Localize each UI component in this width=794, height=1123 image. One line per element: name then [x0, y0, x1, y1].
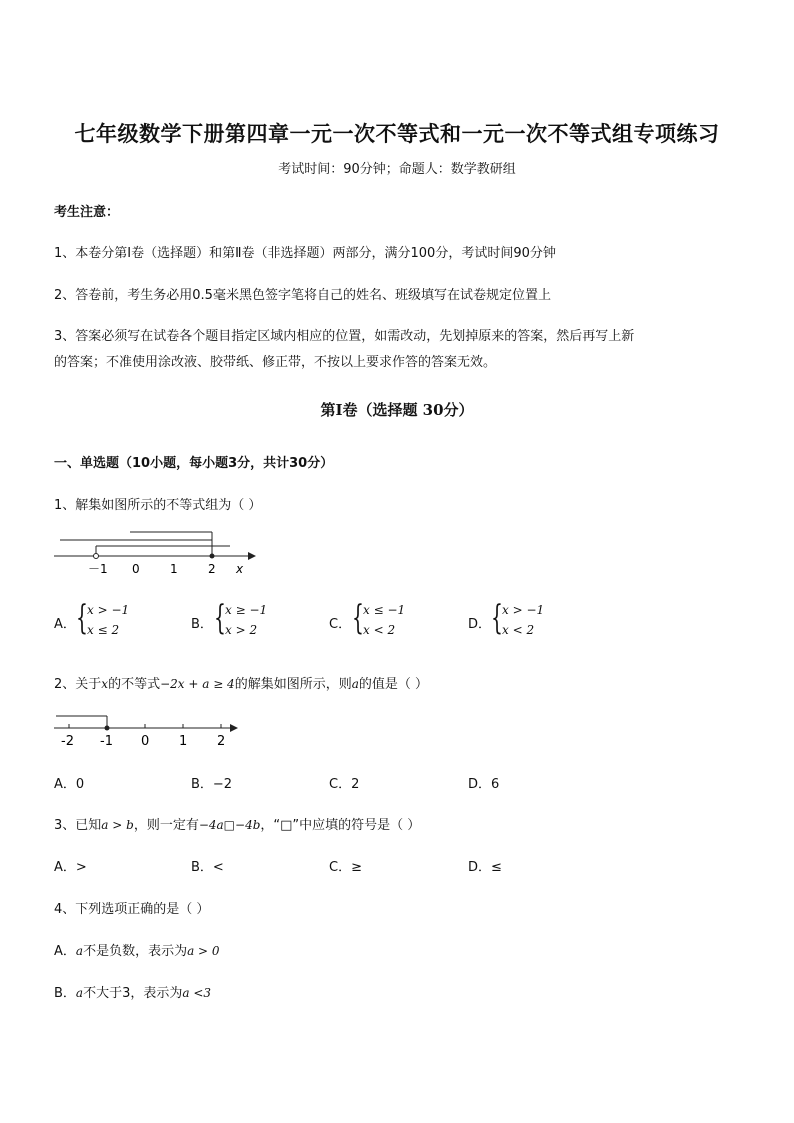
number-line-q2	[50, 708, 250, 750]
q3-option-d[interactable]: D．≤	[468, 860, 502, 875]
notice-heading: 考生注意：	[54, 205, 120, 220]
notice-item-3-cont: 的答案；不准使用涂改液、胶带纸、修正带，不按以上要求作答的答案无效。	[54, 355, 497, 370]
q3-option-b[interactable]: B．<	[191, 860, 224, 875]
q3-option-c[interactable]: C．≥	[329, 860, 362, 875]
question-3-text: 3、已知a > b，则一定有−4a□−4b，“□”中应填的符号是（ ）	[54, 818, 421, 833]
q2-tick-label-neg2: -2	[61, 734, 74, 749]
part-title: 一、单选题（10小题，每小题3分，共计30分）	[54, 456, 334, 471]
q1-tick-label-2: 2	[208, 562, 216, 576]
question-4-text: 4、下列选项正确的是（ ）	[54, 902, 210, 917]
q2-option-b[interactable]: B．−2	[191, 777, 233, 792]
q1-tick-label-neg1: －1	[88, 562, 108, 576]
q1-option-b-label[interactable]: B．	[191, 617, 213, 632]
section-title: 第Ⅰ卷（选择题 30分）	[320, 401, 474, 419]
q1-option-c-label[interactable]: C．	[329, 617, 352, 632]
q2-tick-label-neg1: -1	[100, 734, 113, 749]
q1-option-a-label[interactable]: A．	[54, 617, 76, 632]
page-title: 七年级数学下册第四章一元一次不等式和一元一次不等式组专项练习	[74, 121, 720, 146]
q1-open-point	[94, 554, 99, 559]
q2-option-c[interactable]: C．2	[329, 777, 360, 792]
exam-info: 考试时间：90分钟；命题人：数学教研组	[278, 162, 516, 177]
q2-closed-point	[105, 726, 110, 731]
q1-axis-name: x	[236, 562, 244, 576]
q2-tick-label-2: 2	[217, 734, 226, 749]
q4-option-b[interactable]: B．a不大于3，表示为a <3	[54, 986, 212, 1001]
q2-option-d[interactable]: D．6	[468, 777, 500, 792]
q3-option-a[interactable]: A．>	[54, 860, 87, 875]
q1-axis-arrow	[248, 552, 256, 560]
q1-closed-point	[210, 554, 215, 559]
question-1-text: 1、解集如图所示的不等式组为（ ）	[54, 498, 262, 513]
q4-option-a[interactable]: A．a不是负数，表示为a > 0	[54, 944, 220, 959]
question-2-text: 2、关于x的不等式−2x + a ≥ 4的解集如图所示，则a的值是（ ）	[54, 677, 429, 692]
q2-tick-label-1: 1	[179, 734, 188, 749]
q2-tick-label-0: 0	[141, 734, 150, 749]
q1-option-d-label[interactable]: D．	[468, 617, 492, 632]
q2-axis-arrow	[230, 724, 238, 732]
notice-item-2: 2、答卷前，考生务必用0.5毫米黑色签字笔将自己的姓名、班级填写在试卷规定位置上	[54, 288, 551, 303]
notice-item-1: 1、本卷分第Ⅰ卷（选择题）和第Ⅱ卷（非选择题）两部分，满分100分，考试时间90分钟	[54, 246, 556, 261]
q1-tick-label-0: 0	[132, 562, 140, 576]
number-line-q1	[50, 528, 260, 580]
q1-tick-label-1: 1	[170, 562, 178, 576]
notice-item-3: 3、答案必须写在试卷各个题目指定区域内相应的位置，如需改动，先划掉原来的答案，然后再写上新	[54, 329, 635, 344]
q2-option-a[interactable]: A．0	[54, 777, 85, 792]
